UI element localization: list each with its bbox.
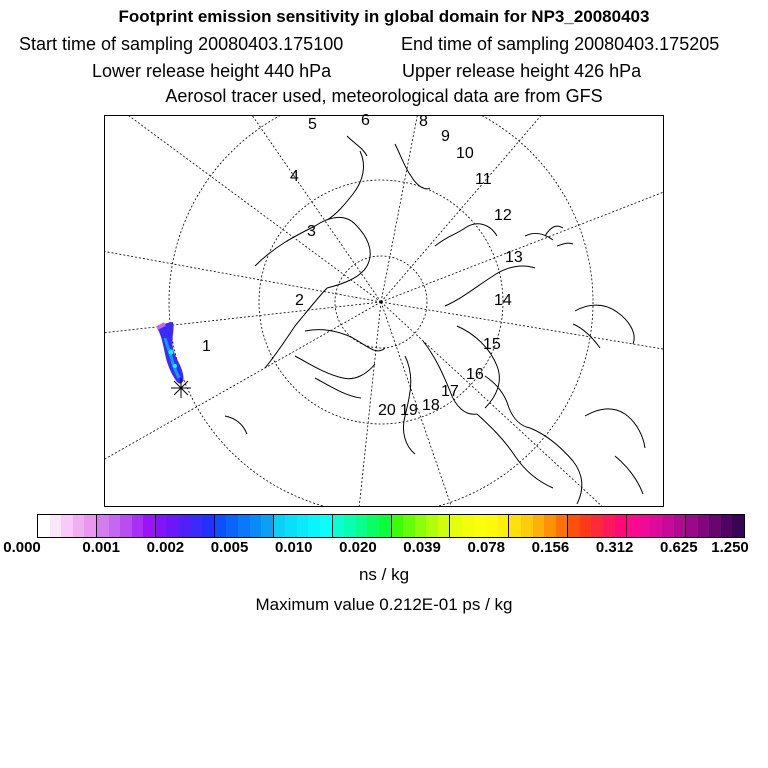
colorbar-swatch [61,515,73,537]
colorbar-segment [333,515,392,537]
colorbar-swatch [639,515,651,537]
colorbar-swatch [544,515,556,537]
colorbar-tick-label: 0.625 [660,539,698,556]
trajectory-label-17: 17 [441,383,459,400]
colorbar-swatch [497,515,509,537]
colorbar-segment [686,515,744,537]
colorbar-swatch [533,515,545,537]
colorbar-swatch [132,515,144,537]
colorbar-swatch [603,515,615,537]
colorbar-segment [392,515,451,537]
maximum-value: Maximum value 0.212E-01 ps / kg [255,595,513,614]
colorbar-swatch [38,515,50,537]
colorbar-segment [156,515,215,537]
colorbar-swatch [215,515,227,537]
start-time: Start time of sampling 20080403.175100 [19,34,344,54]
lower-release-height: Lower release height 440 hPa [92,61,332,81]
polar-map [104,115,664,507]
colorbar-swatch [320,515,332,537]
colorbar-swatch [167,515,179,537]
trajectory-label-12: 12 [494,207,512,224]
colorbar-segment [450,515,509,537]
colorbar-segment [274,515,333,537]
colorbar-segment [38,515,97,537]
trajectory-label-13: 13 [505,249,523,266]
colorbar-swatch [120,515,132,537]
colorbar-segment [97,515,156,537]
colorbar-swatch [509,515,521,537]
colorbar-swatch [261,515,273,537]
colorbar-swatch [450,515,462,537]
trajectory-label-3: 3 [307,223,316,240]
colorbar-swatch [615,515,627,537]
colorbar-swatch [662,515,674,537]
colorbar-swatch [379,515,391,537]
colorbar-tick-label: 1.250 [711,539,749,556]
colorbar-segment [627,515,686,537]
colorbar-swatch [474,515,486,537]
trajectory-label-19: 19 [400,402,418,419]
colorbar-swatch [191,515,203,537]
trajectory-label-9: 9 [441,128,450,145]
trajectory-label-4: 4 [290,168,299,185]
end-time: End time of sampling 20080403.175205 [401,34,720,54]
colorbar-swatch [333,515,345,537]
colorbar-swatch [485,515,497,537]
tracer-info: Aerosol tracer used, meteorological data are from GFS [165,86,603,106]
colorbar-swatch [650,515,662,537]
colorbar-swatch [308,515,320,537]
colorbar-swatch [274,515,286,537]
colorbar-units: ns / kg [358,565,410,584]
colorbar-tick-label: 0.039 [403,539,441,556]
colorbar-tick-label: 0.002 [146,539,185,556]
trajectory-label-20: 20 [378,402,396,419]
colorbar-swatch [156,515,168,537]
colorbar-swatch [179,515,191,537]
upper-release-height: Upper release height 426 hPa [402,61,642,81]
colorbar-swatch [415,515,427,537]
colorbar-swatch [226,515,238,537]
colorbar-swatch [344,515,356,537]
colorbar-tick-label: 0.020 [339,539,377,556]
colorbar-segment [509,515,568,537]
colorbar-swatch [84,515,96,537]
colorbar-swatch [438,515,450,537]
coastlines [225,136,645,504]
trajectory-label-1: 1 [202,338,211,355]
colorbar-swatch [686,515,698,537]
release-location-star-icon [171,378,191,398]
trajectory-label-6: 6 [361,112,370,129]
trajectory-label-2: 2 [295,292,304,309]
map-title: Footprint emission sensitivity in global domain for NP3_20080403 [118,7,650,26]
trajectory-label-8: 8 [419,113,428,130]
colorbar-swatch [202,515,214,537]
colorbar-swatch [97,515,109,537]
colorbar-swatch [367,515,379,537]
colorbar-tick-label: 0.312 [595,539,634,556]
colorbar-tick-label: 0.078 [467,539,506,556]
colorbar-swatch [403,515,415,537]
footprint-plume [157,322,184,384]
colorbar-swatch [356,515,368,537]
colorbar-tick-label: 0.010 [274,539,313,556]
colorbar-tick-label: 0.156 [531,539,570,556]
colorbar-swatch [462,515,474,537]
colorbar-swatch [73,515,85,537]
colorbar-swatch [238,515,250,537]
colorbar-swatch [250,515,262,537]
colorbar-swatch [674,515,686,537]
colorbar-swatch [732,515,744,537]
trajectory-label-5: 5 [308,116,317,133]
colorbar-tick-label: 0.001 [82,539,120,556]
colorbar-swatch [698,515,710,537]
meridians [105,116,663,506]
trajectory-label-15: 15 [483,336,501,353]
colorbar-swatch [709,515,721,537]
colorbar-tick-label: 0.000 [3,539,41,556]
colorbar-swatch [580,515,592,537]
colorbar-swatch [568,515,580,537]
colorbar-swatch [591,515,603,537]
colorbar-swatch [627,515,639,537]
colorbar-swatch [521,515,533,537]
colorbar-swatch [392,515,404,537]
trajectory-label-18: 18 [422,397,440,414]
colorbar-swatch [285,515,297,537]
colorbar-swatch [426,515,438,537]
trajectory-label-16: 16 [466,366,484,383]
trajectory-label-14: 14 [494,292,512,309]
colorbar-tick-label: 0.005 [210,539,249,556]
trajectory-label-10: 10 [456,145,474,162]
colorbar-swatch [109,515,121,537]
colorbar-swatch [556,515,568,537]
latitude-circles [169,116,593,506]
colorbar-segment [215,515,274,537]
colorbar-segment [568,515,627,537]
colorbar-swatch [297,515,309,537]
trajectory-label-11: 11 [475,171,492,188]
colorbar-swatch [143,515,155,537]
colorbar-swatch [50,515,62,537]
colorbar [37,514,745,538]
colorbar-swatch [721,515,733,537]
